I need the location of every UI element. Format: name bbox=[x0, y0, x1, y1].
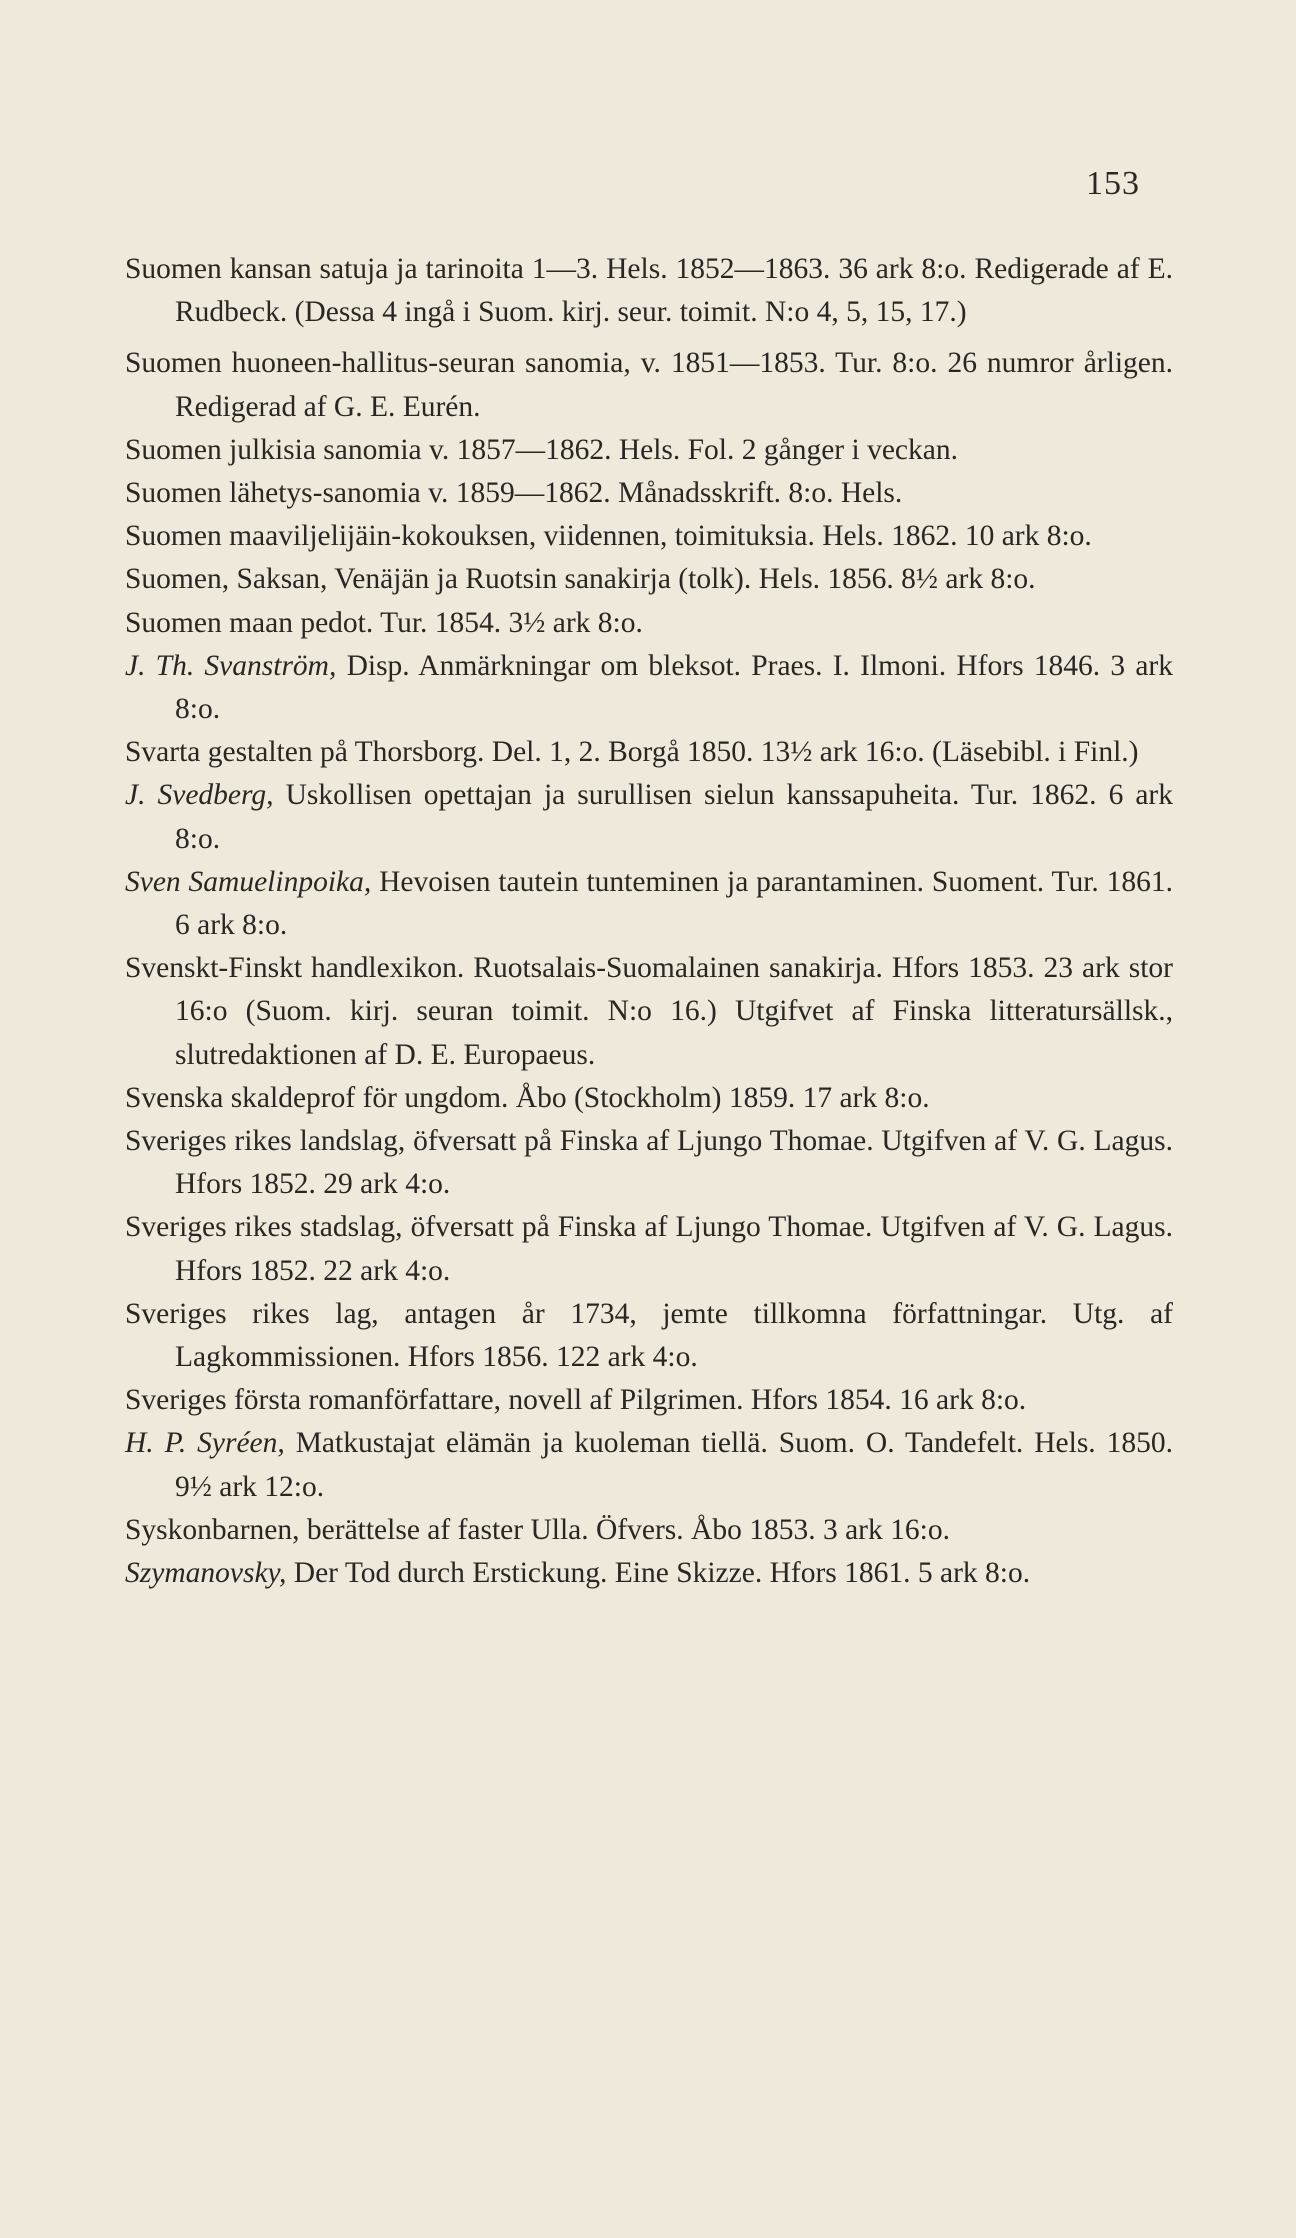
entry-text: Svarta gestalten på Thorsborg. Del. 1, 2. Borgå 1850. 13½ ark 16:o. (Läsebibl. i Finl.) bbox=[125, 736, 1139, 769]
entry-author: H. P. Syréen, bbox=[125, 1427, 285, 1460]
entry-author: Sven Samuelinpoika, bbox=[125, 865, 372, 898]
entry-text: Hevoisen tautein tunteminen ja parantaminen. Suoment. Tur. 1861. 6 ark 8:o. bbox=[175, 865, 1173, 942]
entry-text: Suomen huoneen-hallitus-seuran sanomia, v. 1851—1853. Tur. 8:o. 26 numror årligen. Redigerad af G. E. Eurén. bbox=[125, 347, 1173, 423]
entry-text: Sveriges första romanförfattare, novell af Pilgrimen. Hfors 1854. 16 ark 8:o. bbox=[125, 1384, 1027, 1417]
page-number: 153 bbox=[1086, 165, 1140, 202]
entry-text: Matkustajat elämän ja kuoleman tiellä. Suom. O. Tandefelt. Hels. 1850. 9½ ark 12:o. bbox=[175, 1427, 1173, 1503]
bibliography-entry bbox=[125, 861, 1173, 947]
entry-text: Disp. Anmärkningar om bleksot. Praes. I. Ilmoni. Hfors 1846. 3 ark 8:o. bbox=[175, 649, 1173, 726]
bibliography-list bbox=[125, 248, 1173, 1595]
entry-text: Suomen maan pedot. Tur. 1854. 3½ ark 8:o. bbox=[125, 606, 643, 639]
entry-text: Svenska skaldeprof för ungdom. Åbo (Stockholm) 1859. 17 ark 8:o. bbox=[125, 1081, 930, 1114]
entry-text: Suomen julkisia sanomia v. 1857—1862. Hels. Fol. 2 gånger i veckan. bbox=[125, 433, 958, 466]
bibliography-entry bbox=[125, 1552, 1173, 1595]
entry-text: Sveriges rikes stadslag, öfversatt på Finska af Ljungo Thomae. Utgifven af V. G. Lagus. Hfors 1852. 22 ark 4:o. bbox=[125, 1211, 1173, 1287]
entry-text: Sveriges rikes landslag, öfversatt på Finska af Ljungo Thomae. Utgifven af V. G. Lagus. Hfors 1852. 29 ark 4:o. bbox=[125, 1125, 1173, 1201]
entry-author: Szymanovsky, bbox=[125, 1557, 287, 1590]
entry-text: Suomen maaviljelijäin-kokouksen, viidennen, toimituksia. Hels. 1862. 10 ark 8:o. bbox=[125, 520, 1092, 553]
entry-text: Suomen kansan satuja ja tarinoita 1—3. Hels. 1852—1863. 36 ark 8:o. Redigerade af E. Rudbeck. (Dessa 4 ingå i Suom. kirj. seur. toimit. N:o 4, 5, 15, 17.) bbox=[125, 253, 1173, 329]
bibliography-entry bbox=[125, 1293, 1173, 1379]
entry-text: Sveriges rikes lag, antagen år 1734, jemte tillkomna författningar. Utg. af Lagkommissionen. Hfors 1856. 122 ark 4:o. bbox=[125, 1297, 1173, 1374]
entry-text: Uskollisen opettajan ja surullisen sielun kanssapuheita. Tur. 1862. 6 ark 8:o. bbox=[175, 779, 1174, 855]
bibliography-entry bbox=[125, 558, 1173, 601]
bibliography-entry bbox=[125, 602, 1173, 645]
bibliography-entry bbox=[125, 1120, 1173, 1206]
bibliography-entry bbox=[125, 645, 1173, 731]
entry-author: J. Svedberg, bbox=[125, 779, 274, 812]
bibliography-entry bbox=[125, 342, 1173, 428]
bibliography-entry bbox=[125, 774, 1173, 860]
bibliography-entry bbox=[125, 472, 1173, 515]
entry-text: Syskonbarnen, berättelse af faster Ulla. Öfvers. Åbo 1853. 3 ark 16:o. bbox=[125, 1513, 950, 1546]
entry-text: Suomen lähetys-sanomia v. 1859—1862. Månadsskrift. 8:o. Hels. bbox=[125, 477, 903, 510]
bibliography-entry bbox=[125, 1206, 1173, 1292]
bibliography-entry bbox=[125, 515, 1173, 558]
entry-text: Der Tod durch Erstickung. Eine Skizze. Hfors 1861. 5 ark 8:o. bbox=[293, 1557, 1031, 1590]
bibliography-entry bbox=[125, 731, 1173, 774]
entry-author: J. Th. Svanström, bbox=[125, 649, 337, 682]
entry-text: Svenskt-Finskt handlexikon. Ruotsalais-Suomalainen sanakirja. Hfors 1853. 23 ark stor 16:o (Suom. kirj. seuran toimit. N:o 16.) Utgifvet af Finska litteratursällsk., slutredaktionen af D. E. Europaeus. bbox=[125, 952, 1173, 1071]
bibliography-entry bbox=[125, 1077, 1173, 1120]
bibliography-entry bbox=[125, 429, 1173, 472]
entry-text: Suomen, Saksan, Venäjän ja Ruotsin sanakirja (tolk). Hels. 1856. 8½ ark 8:o. bbox=[125, 563, 1036, 596]
bibliography-entry bbox=[125, 1422, 1173, 1508]
bibliography-entry bbox=[125, 1379, 1173, 1422]
bibliography-entry bbox=[125, 1509, 1173, 1552]
bibliography-entry bbox=[125, 947, 1173, 1077]
bibliography-entry bbox=[125, 248, 1173, 334]
